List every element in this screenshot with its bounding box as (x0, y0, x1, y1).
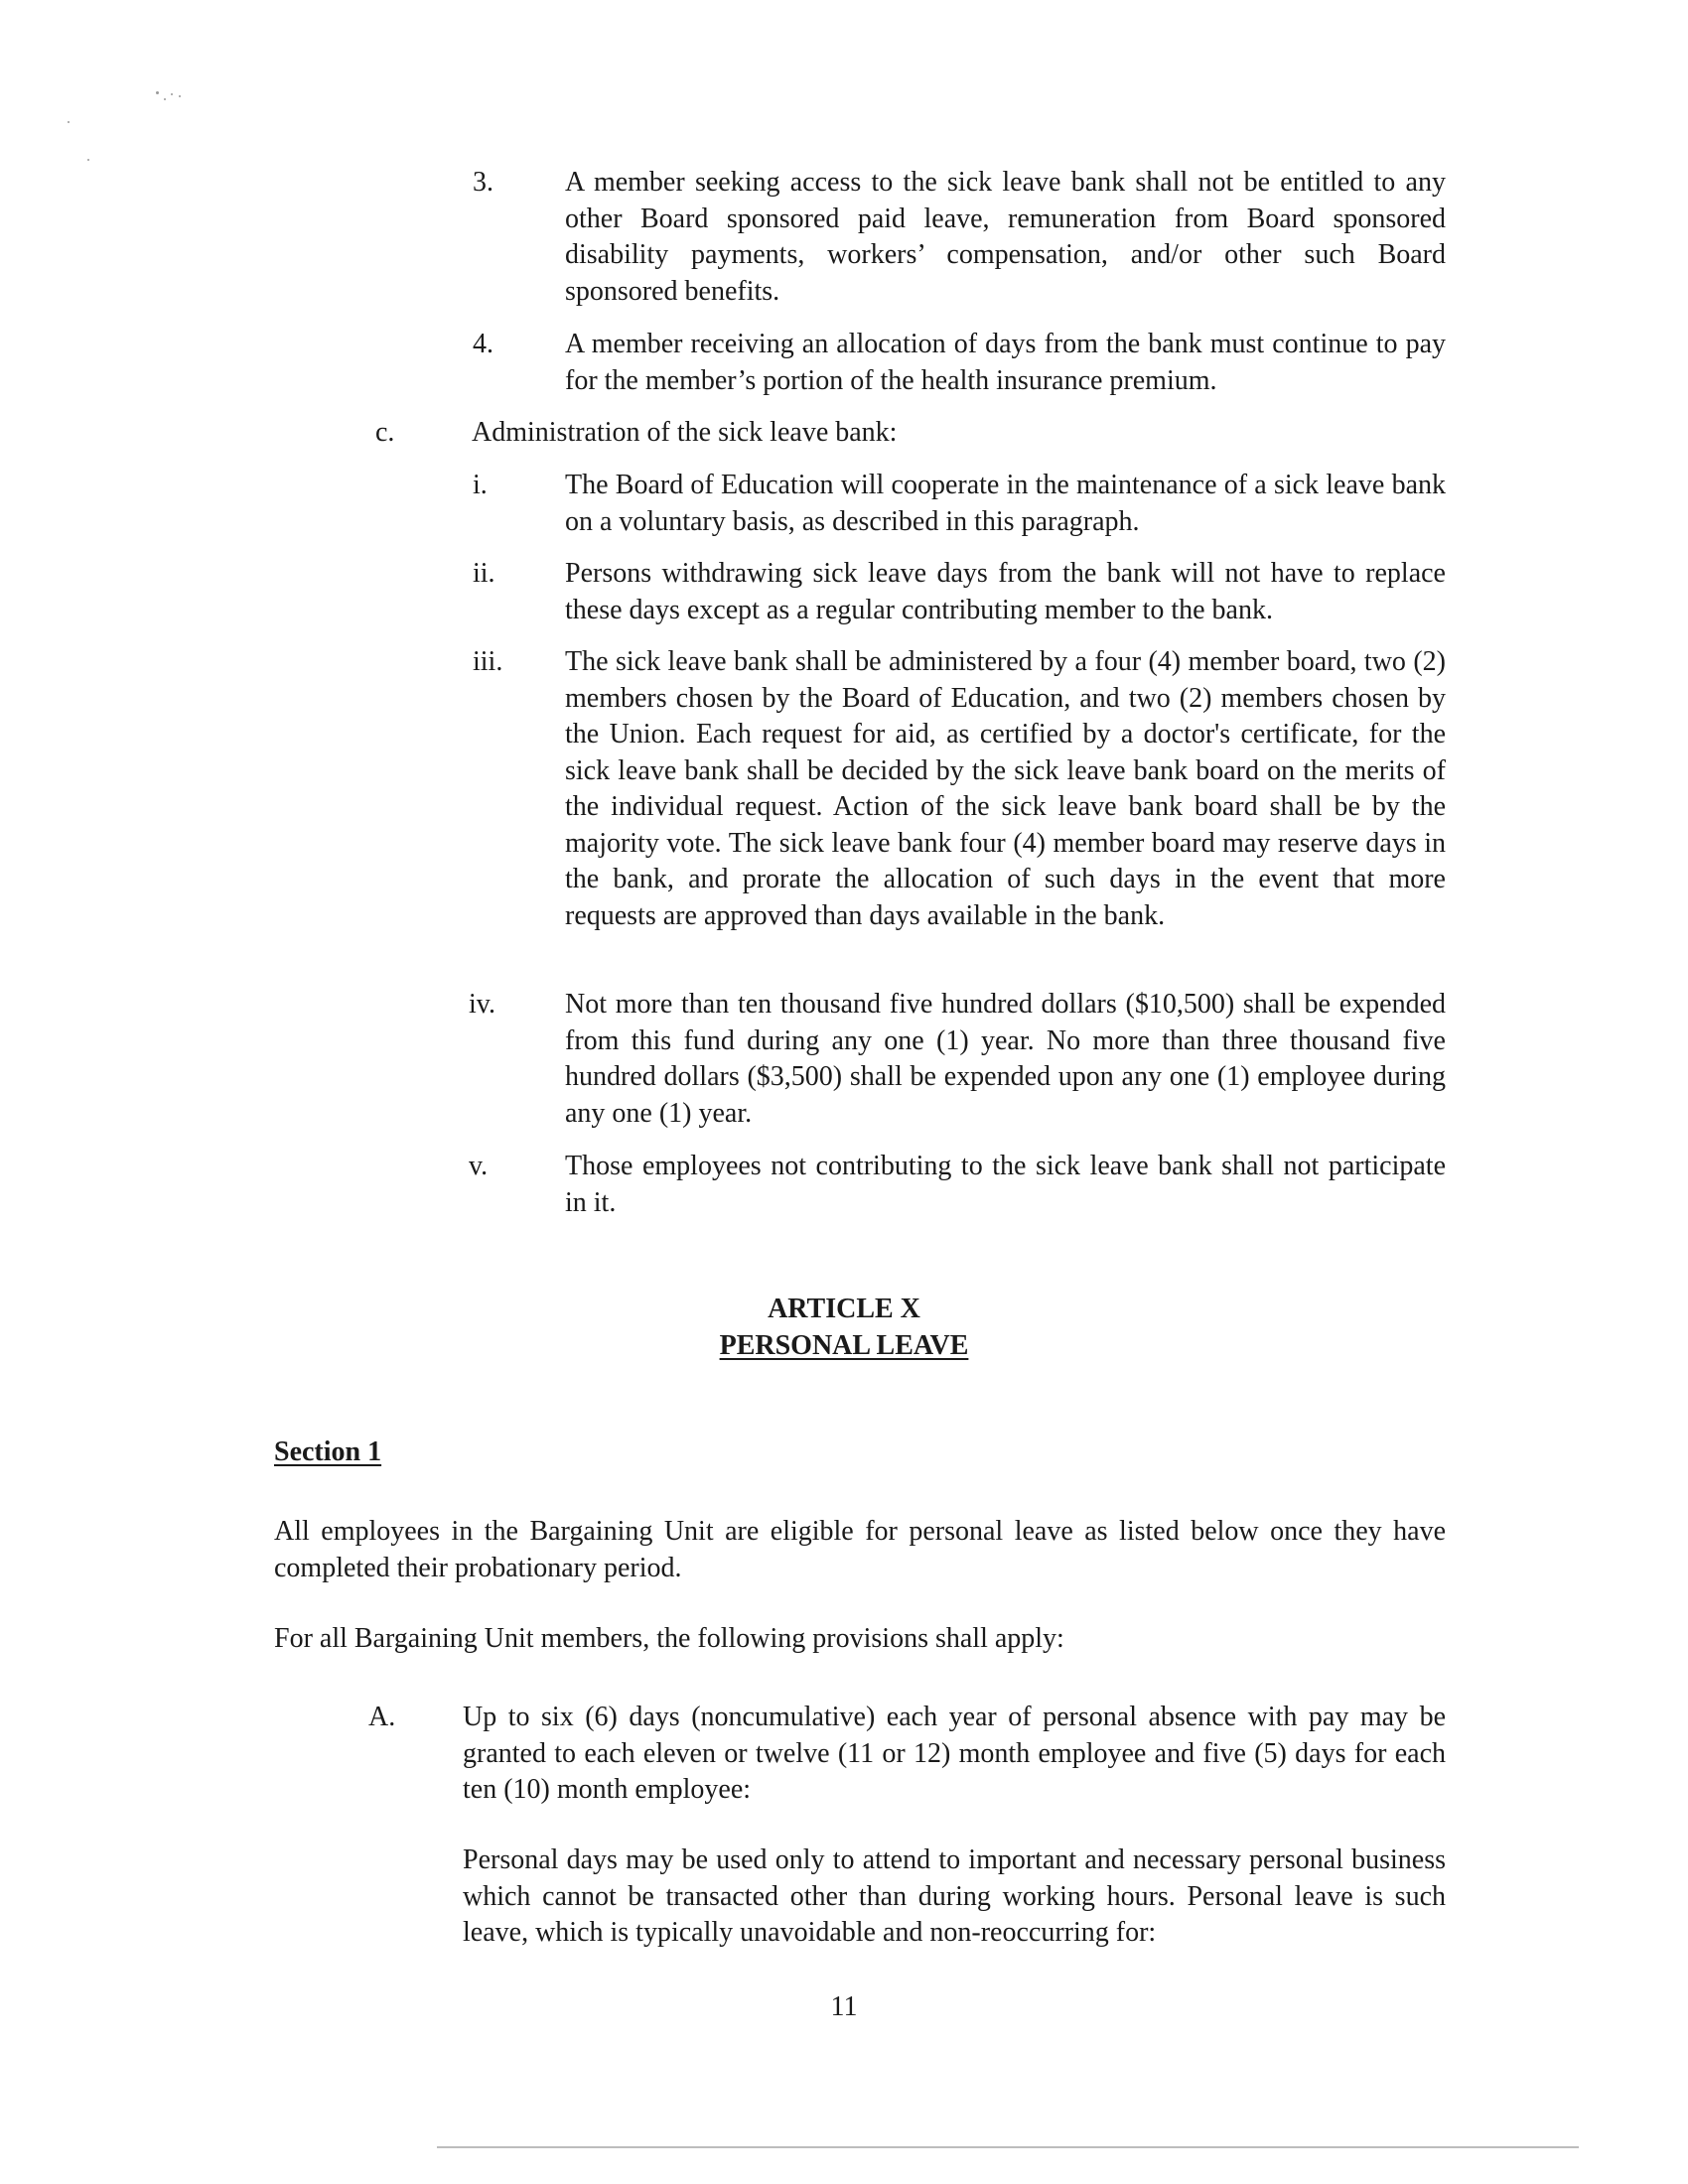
section-1-paragraph-2: For all Bargaining Unit members, the following provisions shall apply: (274, 1623, 1064, 1654)
item-a-label: A. (368, 1702, 396, 1732)
roman-item-iii-text: The sick leave bank shall be administered by a four (4) member board, two (2) members chosen by the Board of Education, and two (2) members chosen by the Union. Each request for aid, as certified by a doctor's certificate, for the sick leave bank shall be decided by the sick leave bank board on the merits of the individual request. Action of the sick leave bank board shall be by the majority vote. The sick leave bank four (4) member board may reserve days in the bank, and prorate the allocation of such days in the event that more requests are approved than days available in the bank. (565, 646, 1446, 931)
roman-item-iv-text: Not more than ten thousand five hundred dollars ($10,500) shall be expended from this fund during any one (1) year. No more than three thousand five hundred dollars ($3,500) shall be expended upon any one (1) employee during any one (1) year. (565, 989, 1446, 1129)
item-a-subparagraph: Personal days may be used only to attend to important and necessary personal business which cannot be transacted other than during working hours. Personal leave is such leave, which is typically unavoidable and non-reoccurring for: (463, 1844, 1446, 1948)
roman-item-v-label: v. (469, 1151, 489, 1181)
scan-speck (179, 95, 181, 97)
scan-speck (87, 159, 89, 161)
scan-speck (68, 121, 70, 123)
section-c-heading: Administration of the sick leave bank: (472, 417, 898, 448)
page-number: 11 (830, 1991, 858, 2022)
roman-item-i-label: i. (473, 470, 488, 500)
roman-item-iii-label: iii. (473, 646, 503, 677)
item-4-label: 4. (473, 329, 493, 359)
scan-speck (156, 91, 159, 94)
bottom-scan-line (437, 2146, 1579, 2148)
section-1-paragraph-1: All employees in the Bargaining Unit are eligible for personal leave as listed below once they have completed their probationary period. (274, 1516, 1446, 1583)
scan-speck (164, 98, 166, 100)
article-title-text: PERSONAL LEAVE (719, 1330, 969, 1361)
roman-item-ii-text: Persons withdrawing sick leave days from the bank will not have to replace these days except as a regular contributing member to the bank. (565, 558, 1446, 625)
roman-item-i-text: The Board of Education will cooperate in the maintenance of a sick leave bank on a voluntary basis, as described in this paragraph. (565, 470, 1446, 537)
article-number: ARTICLE X (768, 1294, 920, 1324)
item-4-text: A member receiving an allocation of days from the bank must continue to pay for the member’s portion of the health insurance premium. (565, 329, 1446, 396)
roman-item-ii-label: ii. (473, 558, 495, 589)
item-a-text: Up to six (6) days (noncumulative) each year of personal absence with pay may be granted to each eleven or twelve (11 or 12) month employee and five (5) days for each ten (10) month employee: (463, 1702, 1446, 1805)
section-c-label: c. (375, 417, 395, 448)
roman-item-iv-label: iv. (469, 989, 495, 1020)
item-3-text: A member seeking access to the sick leave bank shall not be entitled to any other Board sponsored paid leave, remuneration from Board sponsored disability payments, workers’ compensation, and/or other such Board sponsored benefits. (565, 167, 1446, 307)
roman-item-v-text: Those employees not contributing to the sick leave bank shall not participate in it. (565, 1151, 1446, 1218)
article-title (0, 1327, 1688, 1364)
section-1-heading: Section 1 (274, 1436, 382, 1467)
scan-speck (171, 93, 173, 95)
item-3-label: 3. (473, 167, 493, 198)
